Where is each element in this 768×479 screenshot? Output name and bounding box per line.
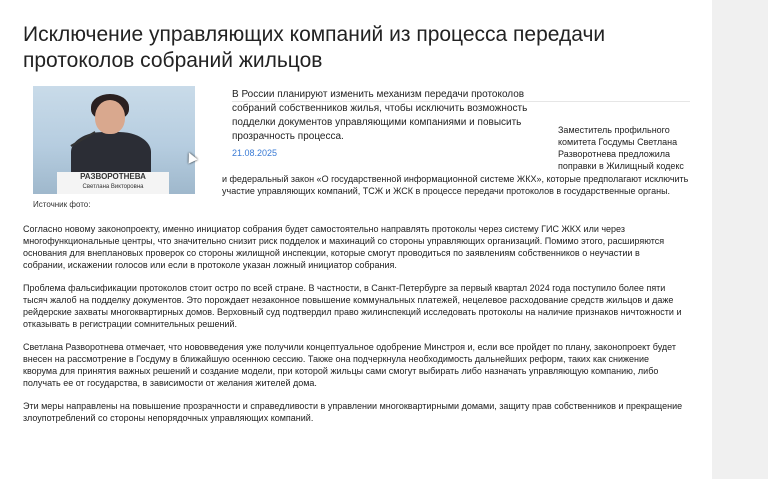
article-sidenote: Заместитель профильного комитета Госдумы Светлана Разворотнева предложила поправки в Жилищный кодекс [558, 125, 684, 171]
article-title: Исключение управляющих компаний из процесса передачи протоколов собраний жильцов [23, 23, 606, 72]
body-paragraph: Проблема фальсификации протоколов стоит остро по всей стране. В частности, в Санкт-Петербурге за первый квартал 2024 года поступило более пяти тысяч жалоб на подделку документов. Это порождает незаконное повышение коммунальных платежей, нецелевое расходование средств жильцов и даже рейдерские захваты многоквартирных домов. Верховный суд подтвердил право жилинспекций исследовать протоколы на наличие признаков ничтожности и отказывать в регистрации сомнительных решений. [23, 283, 682, 329]
wrap-paragraph: и федеральный закон «О государственной информационной системе ЖКХ», которые предполагают исключить участие управляющих компаний, ТСЖ и ЖСК в процессе передачи протоколов в государственные органы. [222, 174, 689, 196]
photo-figure-head [95, 100, 125, 134]
body-paragraph: Эти меры направлены на повышение прозрачности и справедливости в управлении многоквартирными домами, защиту прав собственников и прекращение злоупотреблений со стороны непорядочных управляющих компаний. [23, 401, 683, 423]
nameplate-name: РАЗВОРОТНЕВА [80, 172, 146, 181]
photo-nameplate [57, 172, 169, 194]
nameplate-subtitle: Светлана Викторовна [82, 184, 144, 190]
article-lead: В России планируют изменить механизм передачи протоколов собраний собственников жилья, чтобы исключить возможность подделки документов управляющими компаниями и повысить прозрачность процесса. [232, 89, 528, 142]
body-paragraph: Светлана Разворотнева отмечает, что нововведения уже получили концептуальное одобрение Минстроя и, если все пройдет по плану, законопроект будет внесен на рассмотрение в Госдуму в ближайшую осеннюю сессию. Также она подчеркнула необходимость дальнейших реформ, таких как снижение кворума для принятия важных решений и создание модели, при которой жильцы сами смогут выбирать либо назначать управляющую компанию, либо получать ее от государства, в зависимости от желания жителей дома. [23, 342, 676, 388]
article-body [23, 223, 683, 435]
article-date: 21.08.2025 [232, 148, 278, 158]
photo-caption: Источник фото: [33, 200, 91, 209]
page-right-gutter [712, 0, 768, 479]
body-paragraph: Согласно новому законопроекту, именно инициатор собрания будет самостоятельно направлять протоколы через систему ГИС ЖКХ или через многофункциональные центры, что значительно снизит риск подделок и махинаций со стороны управляющих организаций. Помимо этого, расширяются основания для внеплановых проверок со стороны жилищной инспекции, которые смогут проводиться по заявлениям собственников о неучастии в собрании, искажении голосов или если в протоколе указан ложный инициатор собрания. [23, 224, 665, 270]
article-photo[interactable] [33, 86, 195, 194]
